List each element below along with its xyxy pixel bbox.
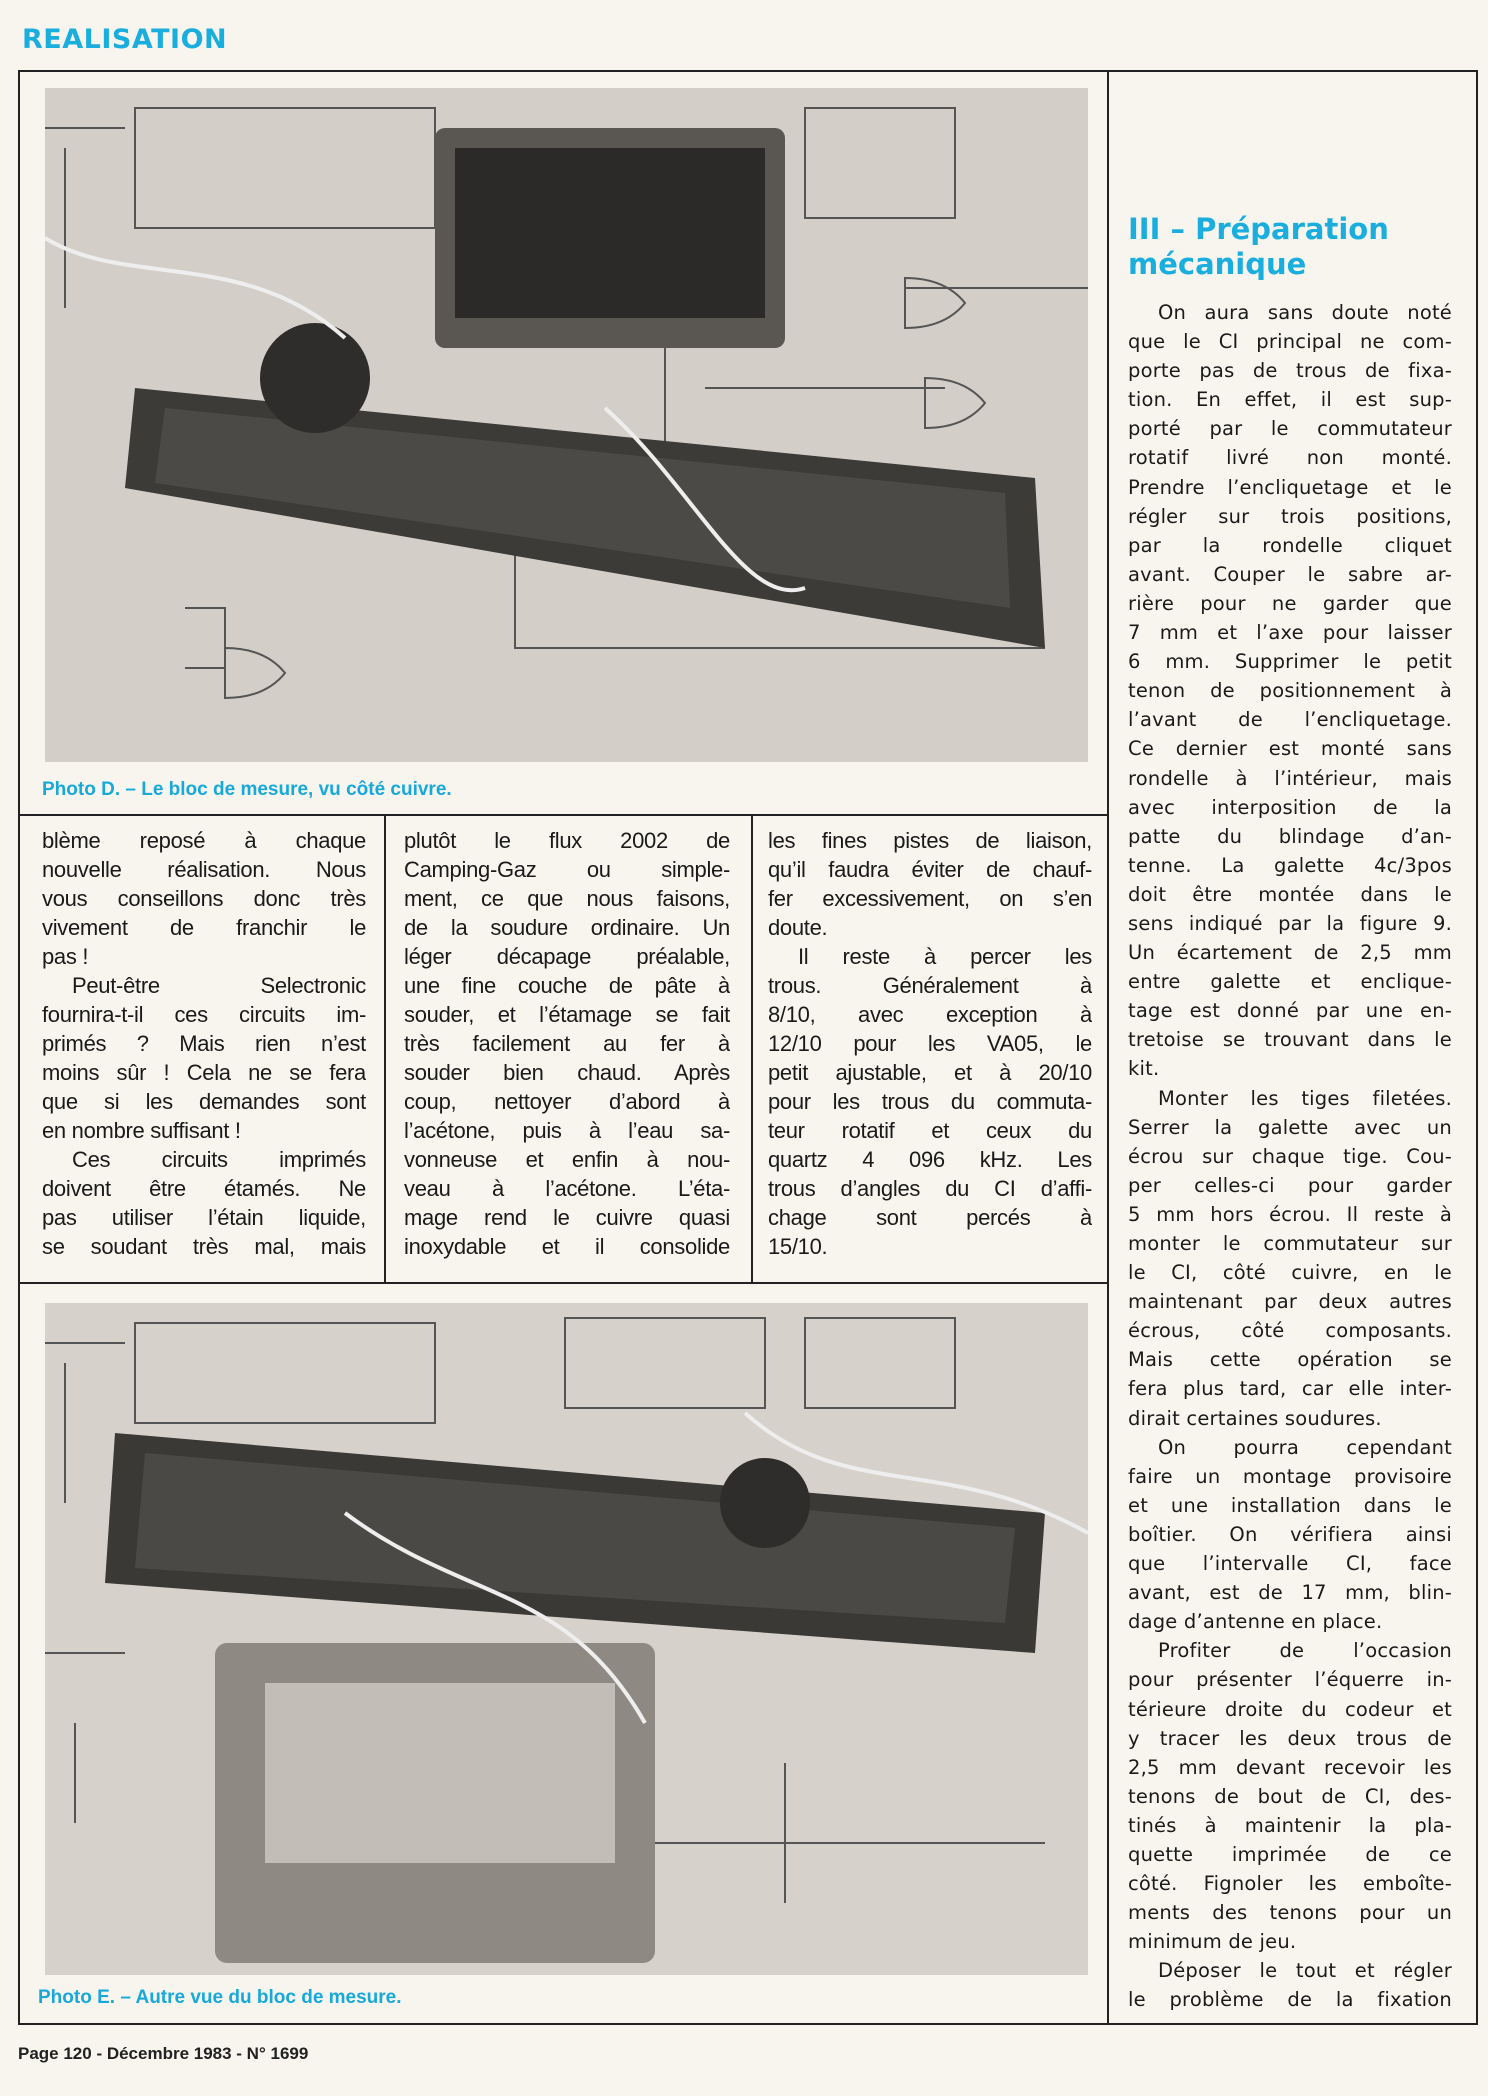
- text-line: boîtier. On vérifiera ainsi: [1128, 1522, 1452, 1546]
- text-line: de la soudure ordinaire. Un: [404, 915, 730, 940]
- text-line: Un écartement de 2,5 mm: [1128, 941, 1452, 965]
- text-line: y tracer les deux trous de: [1128, 1726, 1452, 1750]
- text-line: Mais cette opération se: [1128, 1348, 1452, 1372]
- text-line: les fines pistes de liaison,: [768, 828, 1092, 853]
- text-line: régler sur trois positions,: [1128, 504, 1452, 528]
- text-column-right: [1128, 298, 1452, 2015]
- text-line: mage rend le cuivre quasi: [404, 1205, 730, 1230]
- text-line: 2,5 mm devant recevoir les: [1128, 1755, 1452, 1779]
- text-line: térieure droite du codeur et: [1128, 1697, 1452, 1721]
- text-line: quette imprimée de ce: [1128, 1842, 1452, 1866]
- photo-e-caption: Photo E. – Autre vue du bloc de mesure.: [38, 1987, 402, 2008]
- text-line: pour présenter l’équerre in-: [1128, 1668, 1452, 1692]
- text-line: 7 mm et l’axe pour laisser: [1128, 621, 1452, 645]
- text-line: maintenant par deux autres: [1128, 1290, 1452, 1314]
- text-line: 12/10 pour les VA05, le: [768, 1031, 1092, 1056]
- text-line: teur rotatif et ceux du: [768, 1118, 1092, 1143]
- text-line: per celles-ci pour garder: [1128, 1173, 1452, 1197]
- text-line: Monter les tiges filetées.: [1158, 1086, 1452, 1110]
- text-line: On pourra cependant: [1158, 1435, 1452, 1459]
- text-line: souder, et l’étamage se fait: [404, 1002, 730, 1027]
- photo-d: [45, 88, 1088, 762]
- section-tag: REALISATION: [22, 24, 228, 55]
- text-line: léger décapage préalable,: [404, 944, 730, 969]
- text-line: Prendre l’encliquetage et le: [1128, 475, 1452, 499]
- text-line: 15/10.: [768, 1234, 828, 1259]
- text-line: par la rondelle cliquet: [1128, 533, 1452, 557]
- text-line: Profiter de l’occasion: [1158, 1639, 1452, 1663]
- text-line: Il reste à percer les: [798, 944, 1092, 969]
- text-line: Déposer le tout et régler: [1158, 1959, 1452, 1983]
- text-line: doute.: [768, 915, 828, 940]
- text-line: petit ajustable, et à 20/10: [768, 1060, 1092, 1085]
- text-line: dage d’antenne en place.: [1128, 1610, 1383, 1634]
- text-line: le problème de la fixation: [1128, 1988, 1452, 2012]
- text-line: pour les trous du commuta-: [768, 1089, 1092, 1114]
- text-line: 6 mm. Supprimer le petit: [1128, 650, 1452, 674]
- text-line: le CI, côté cuivre, en le: [1128, 1261, 1452, 1285]
- rule: [18, 1282, 1109, 1284]
- text-line: monter le commutateur sur: [1128, 1232, 1452, 1255]
- text-line: en nombre suffisant !: [42, 1118, 241, 1143]
- text-line: écrou sur chaque tige. Cou-: [1128, 1144, 1452, 1168]
- text-line: quartz 4 096 kHz. Les: [768, 1147, 1092, 1172]
- heading-line: mécanique: [1128, 247, 1307, 281]
- text-line: côté. Fignoler les emboîte-: [1128, 1872, 1452, 1896]
- text-line: ment, ce que nous faisons,: [404, 886, 730, 911]
- text-line: primés ? Mais rien n’est: [42, 1031, 366, 1056]
- text-line: pas !: [42, 944, 89, 969]
- text-line: On aura sans doute noté: [1158, 301, 1452, 324]
- text-column-3: [768, 826, 1092, 1261]
- text-line: vivement de franchir le: [42, 915, 366, 940]
- text-line: tion. En effet, il est sup-: [1128, 388, 1452, 412]
- text-line: l’avant de l’encliquetage.: [1128, 708, 1452, 732]
- text-line: rotatif livré non monté.: [1128, 446, 1452, 470]
- text-line: tretoise se trouvant dans le: [1128, 1028, 1452, 1052]
- text-column-2: [404, 826, 730, 1261]
- text-line: avant. Couper le sabre ar-: [1128, 562, 1452, 586]
- text-line: tenon de positionnement à: [1128, 679, 1452, 703]
- photo-d-caption: Photo D. – Le bloc de mesure, vu côté cuivre.: [42, 779, 452, 800]
- text-line: une fine couche de pâte à: [404, 973, 730, 998]
- text-line: faire un montage provisoire: [1128, 1464, 1452, 1488]
- text-line: vous conseillons donc très: [42, 886, 366, 911]
- text-line: fera plus tard, car elle inter-: [1128, 1377, 1452, 1401]
- text-column-1: [42, 826, 366, 1261]
- text-line: rière pour ne garder que: [1128, 591, 1452, 615]
- text-line: minimum de jeu.: [1128, 1930, 1297, 1954]
- text-line: écrous, côté composants.: [1128, 1319, 1452, 1343]
- text-line: coup, nettoyer d’abord à: [404, 1089, 730, 1114]
- text-line: Ce dernier est monté sans: [1128, 737, 1452, 761]
- column-divider: [384, 815, 386, 1283]
- text-line: fournira-t-il ces circuits im-: [42, 1002, 366, 1027]
- text-line: plutôt le flux 2002 de: [404, 828, 730, 853]
- text-line: dirait certaines soudures.: [1128, 1406, 1382, 1430]
- text-line: 5 mm hors écrou. Il reste à: [1128, 1202, 1452, 1226]
- text-line: inoxydable et il consolide: [404, 1234, 730, 1259]
- text-line: trous. Généralement à: [768, 973, 1092, 998]
- text-line: entre galette et enclique-: [1128, 970, 1452, 994]
- page-footer: Page 120 - Décembre 1983 - N° 1699: [18, 2044, 309, 2063]
- photo-e: [45, 1303, 1088, 1975]
- text-line: chage sont percés à: [768, 1205, 1092, 1230]
- text-line: Ces circuits imprimés: [72, 1147, 366, 1172]
- text-line: Serrer la galette avec un: [1128, 1115, 1452, 1139]
- text-line: nouvelle réalisation. Nous: [42, 857, 366, 882]
- text-line: avant, est de 17 mm, blin-: [1128, 1581, 1452, 1605]
- heading-line: III – Préparation: [1128, 212, 1389, 246]
- column-divider: [751, 815, 753, 1283]
- photo-e-image: [45, 1303, 1088, 1975]
- text-line: que l’intervalle CI, face: [1128, 1552, 1452, 1576]
- text-line: qu’il faudra éviter de chauf-: [768, 857, 1092, 882]
- text-line: veau à l’acétone. L’éta-: [404, 1176, 730, 1201]
- text-line: rondelle à l’intérieur, mais: [1128, 766, 1452, 790]
- text-line: pas utiliser l’étain liquide,: [42, 1205, 366, 1230]
- text-line: porte pas de trous de fixa-: [1128, 359, 1452, 383]
- text-line: kit.: [1128, 1057, 1160, 1081]
- text-line: Peut-être Selectronic: [72, 973, 366, 998]
- text-line: doivent être étamés. Ne: [42, 1176, 366, 1201]
- text-line: et une installation dans le: [1128, 1493, 1452, 1517]
- text-line: se soudant très mal, mais: [42, 1234, 366, 1259]
- text-line: Camping-Gaz ou simple-: [404, 857, 730, 882]
- text-line: sens indiqué par la figure 9.: [1128, 911, 1452, 935]
- text-line: fer excessivement, on s’en: [768, 886, 1092, 911]
- text-line: tage est donné par une en-: [1128, 999, 1452, 1023]
- text-line: très facilement au fer à: [404, 1031, 730, 1056]
- text-line: tenons de bout de CI, des-: [1128, 1784, 1452, 1808]
- text-line: blème reposé à chaque: [42, 828, 366, 853]
- text-line: doit être montée dans le: [1128, 882, 1452, 906]
- text-line: tinés à maintenir la pla-: [1128, 1813, 1452, 1837]
- text-line: avec interposition de la: [1128, 795, 1452, 819]
- text-line: souder bien chaud. Après: [404, 1060, 730, 1085]
- text-line: patte du blindage d’an-: [1128, 824, 1452, 848]
- photo-d-image: [45, 88, 1088, 762]
- rule: [18, 814, 1109, 816]
- text-line: vonneuse et enfin à nou-: [404, 1147, 730, 1172]
- text-line: porté par le commutateur: [1128, 417, 1452, 441]
- text-line: que le CI principal ne com-: [1128, 330, 1452, 354]
- text-line: moins sûr ! Cela ne se fera: [42, 1060, 366, 1085]
- column-divider: [1107, 70, 1109, 2025]
- text-line: trous d’angles du CI d’affi-: [768, 1176, 1092, 1201]
- text-line: que si les demandes sont: [42, 1089, 366, 1114]
- section-heading: [1128, 212, 1389, 282]
- text-line: tenne. La galette 4c/3pos: [1128, 853, 1452, 877]
- text-line: 8/10, avec exception à: [768, 1002, 1092, 1027]
- text-line: l’acétone, puis à l’eau sa-: [404, 1118, 730, 1143]
- text-line: ments des tenons pour un: [1128, 1901, 1452, 1925]
